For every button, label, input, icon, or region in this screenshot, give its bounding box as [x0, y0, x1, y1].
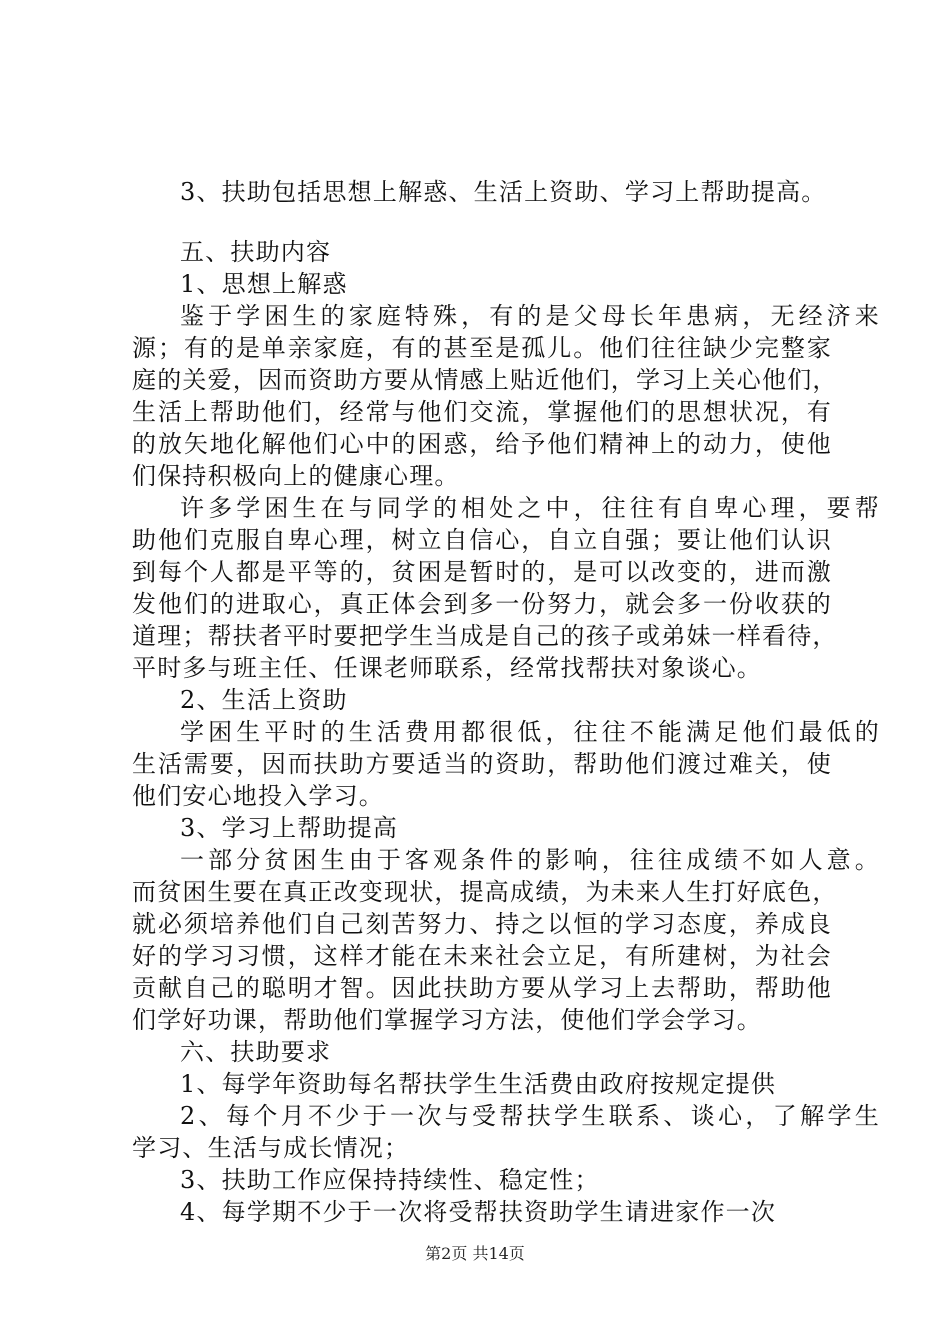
- paragraph-line: 一部分贫困生由于客观条件的影响，往往成绩不如人意。: [180, 846, 880, 874]
- list-item: 4、每学期不少于一次将受帮扶资助学生请进家作一次: [180, 1198, 777, 1226]
- paragraph-line: 们学好功课，帮助他们掌握学习方法，使他们学会学习。: [132, 1006, 762, 1034]
- paragraph-line: 源；有的是单亲家庭，有的甚至是孤儿。他们往往缺少完整家: [132, 334, 832, 362]
- list-item-continuation: 学习、生活与成长情况；: [132, 1134, 410, 1162]
- paragraph-line: 好的学习习惯，这样才能在未来社会立足，有所建树，为社会: [132, 942, 832, 970]
- paragraph-line: 3、扶助包括思想上解惑、生活上资助、学习上帮助提高。: [180, 178, 827, 206]
- subsection-heading: 1、思想上解惑: [180, 270, 348, 298]
- paragraph-line: 的放矢地化解他们心中的困惑，给予他们精神上的动力，使他: [132, 430, 832, 458]
- paragraph-line: 到每个人都是平等的，贫困是暂时的，是可以改变的，进而激: [132, 558, 832, 586]
- paragraph-line: 道理；帮扶者平时要把学生当成是自己的孩子或弟妹一样看待，: [132, 622, 838, 650]
- subsection-heading: 2、生活上资助: [180, 686, 348, 714]
- paragraph-line: 生活需要，因而扶助方要适当的资助，帮助他们渡过难关，使: [132, 750, 832, 778]
- paragraph-line: 学困生平时的生活费用都很低，往往不能满足他们最低的: [180, 718, 880, 746]
- paragraph-line: 他们安心地投入学习。: [132, 782, 384, 810]
- paragraph-line: 发他们的进取心，真正体会到多一份努力，就会多一份收获的: [132, 590, 832, 618]
- page-footer: 第2页 共14页: [425, 1244, 525, 1263]
- paragraph-line: 助他们克服自卑心理，树立自信心，自立自强；要让他们认识: [132, 526, 832, 554]
- section-heading: 五、扶助内容: [180, 238, 332, 266]
- paragraph-line: 就必须培养他们自己刻苦努力、持之以恒的学习态度，养成良: [132, 910, 832, 938]
- paragraph-line: 而贫困生要在真正改变现状，提高成绩，为未来人生打好底色，: [132, 878, 838, 906]
- subsection-heading: 3、学习上帮助提高: [180, 814, 399, 842]
- list-item: 1、每学年资助每名帮扶学生生活费由政府按规定提供: [180, 1070, 777, 1098]
- paragraph-line: 鉴于学困生的家庭特殊，有的是父母长年患病，无经济来: [180, 302, 880, 330]
- list-item: 3、扶助工作应保持持续性、稳定性；: [180, 1166, 600, 1194]
- paragraph-line: 贡献自己的聪明才智。因此扶助方要从学习上去帮助，帮助他: [132, 974, 832, 1002]
- paragraph-line: 们保持积极向上的健康心理。: [132, 462, 460, 490]
- section-heading: 六、扶助要求: [180, 1038, 332, 1066]
- paragraph-line: 平时多与班主任、任课老师联系，经常找帮扶对象谈心。: [132, 654, 762, 682]
- paragraph-line: 庭的关爱，因而资助方要从情感上贴近他们，学习上关心他们，: [132, 366, 838, 394]
- list-item: 2、每个月不少于一次与受帮扶学生联系、谈心，了解学生: [180, 1102, 880, 1130]
- paragraph-line: 许多学困生在与同学的相处之中，往往有自卑心理，要帮: [180, 494, 880, 522]
- paragraph-line: 生活上帮助他们，经常与他们交流，掌握他们的思想状况，有: [132, 398, 832, 426]
